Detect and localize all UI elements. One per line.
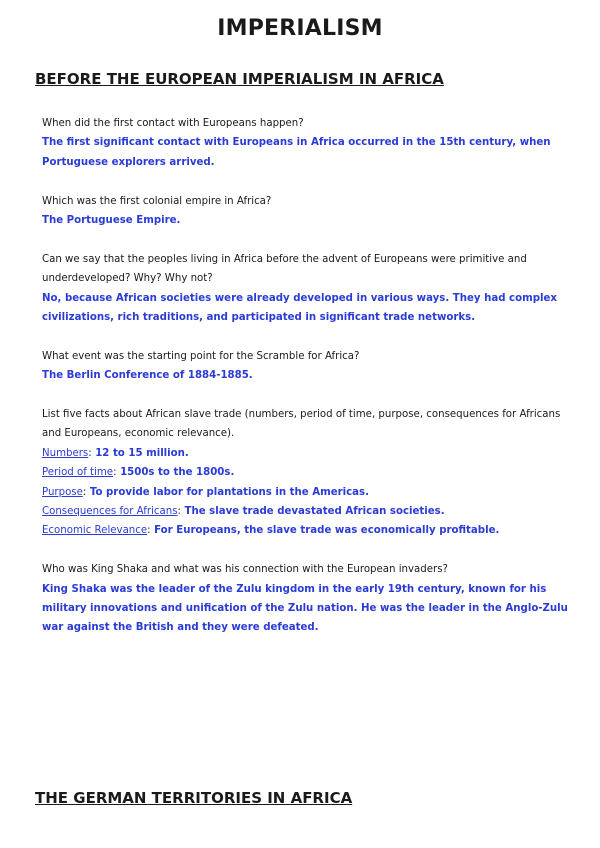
fact-text: To provide labor for plantations in the Americas. bbox=[86, 486, 369, 498]
fact-row-economic bbox=[42, 521, 572, 540]
fact-row-purpose bbox=[42, 483, 572, 502]
fact-label: Purpose bbox=[42, 486, 83, 498]
fact-colon: : bbox=[147, 525, 151, 537]
qa-block-scramble bbox=[42, 347, 572, 386]
section-heading-before-imperialism: BEFORE THE EUROPEAN IMPERIALISM IN AFRICA bbox=[35, 70, 444, 88]
qa-content bbox=[42, 114, 572, 657]
fact-label: Numbers bbox=[42, 447, 89, 459]
fact-colon: : bbox=[177, 506, 181, 518]
section-heading-german-territories: THE GERMAN TERRITORIES IN AFRICA bbox=[35, 789, 353, 807]
page-title: IMPERIALISM bbox=[217, 16, 383, 41]
qa-block-primitive bbox=[42, 250, 572, 328]
question: Who was King Shaka and what was his connection with the European invaders? bbox=[42, 564, 448, 576]
answer: No, because African societies were already developed in various ways. They had complex civilizations, rich traditions, and participated in significant trade networks. bbox=[42, 292, 557, 324]
qa-block-slave-trade bbox=[42, 405, 572, 541]
fact-text: For Europeans, the slave trade was economically profitable. bbox=[150, 525, 500, 537]
question: Can we say that the peoples living in Africa before the advent of Europeans were primitive and underdeveloped? Why? Why not? bbox=[42, 253, 527, 285]
question: When did the first contact with Europeans happen? bbox=[42, 118, 304, 129]
fact-colon: : bbox=[113, 467, 117, 479]
fact-colon: : bbox=[82, 486, 87, 498]
question: List five facts about African slave trade (numbers, period of time, purpose, consequences for Africans and Europeans, economic relevance). bbox=[42, 409, 561, 440]
fact-label: Economic Relevance bbox=[42, 525, 148, 537]
qa-block-first-contact bbox=[42, 114, 572, 172]
fact-label: Consequences for Africans bbox=[42, 506, 178, 518]
question: What event was the starting point for the Scramble for Africa? bbox=[42, 350, 360, 362]
fact-label: Period of time bbox=[42, 467, 114, 479]
fact-row-consequences bbox=[42, 502, 572, 521]
qa-block-king-shaka bbox=[42, 560, 572, 638]
fact-text: 1500s to the 1800s. bbox=[116, 467, 235, 479]
fact-colon: : bbox=[88, 447, 92, 459]
fact-text: The slave trade devastated African societies. bbox=[180, 506, 445, 518]
answer: The first significant contact with Europeans in Africa occurred in the 15th century, when Portuguese explorers arrived. bbox=[42, 137, 551, 168]
qa-block-first-empire bbox=[42, 192, 572, 231]
answer: King Shaka was the leader of the Zulu kingdom in the early 19th century, known for his military innovations and unification of the Zulu nation. He was the leader in the Anglo-Zulu war against the British and they were defeated. bbox=[42, 583, 568, 634]
answer: The Portuguese Empire. bbox=[42, 215, 181, 227]
fact-row-numbers bbox=[42, 444, 572, 463]
answer: The Berlin Conference of 1884-1885. bbox=[42, 370, 253, 382]
fact-row-period bbox=[42, 463, 572, 482]
fact-text: 12 to 15 million. bbox=[91, 447, 189, 459]
question: Which was the first colonial empire in Africa? bbox=[42, 195, 272, 207]
